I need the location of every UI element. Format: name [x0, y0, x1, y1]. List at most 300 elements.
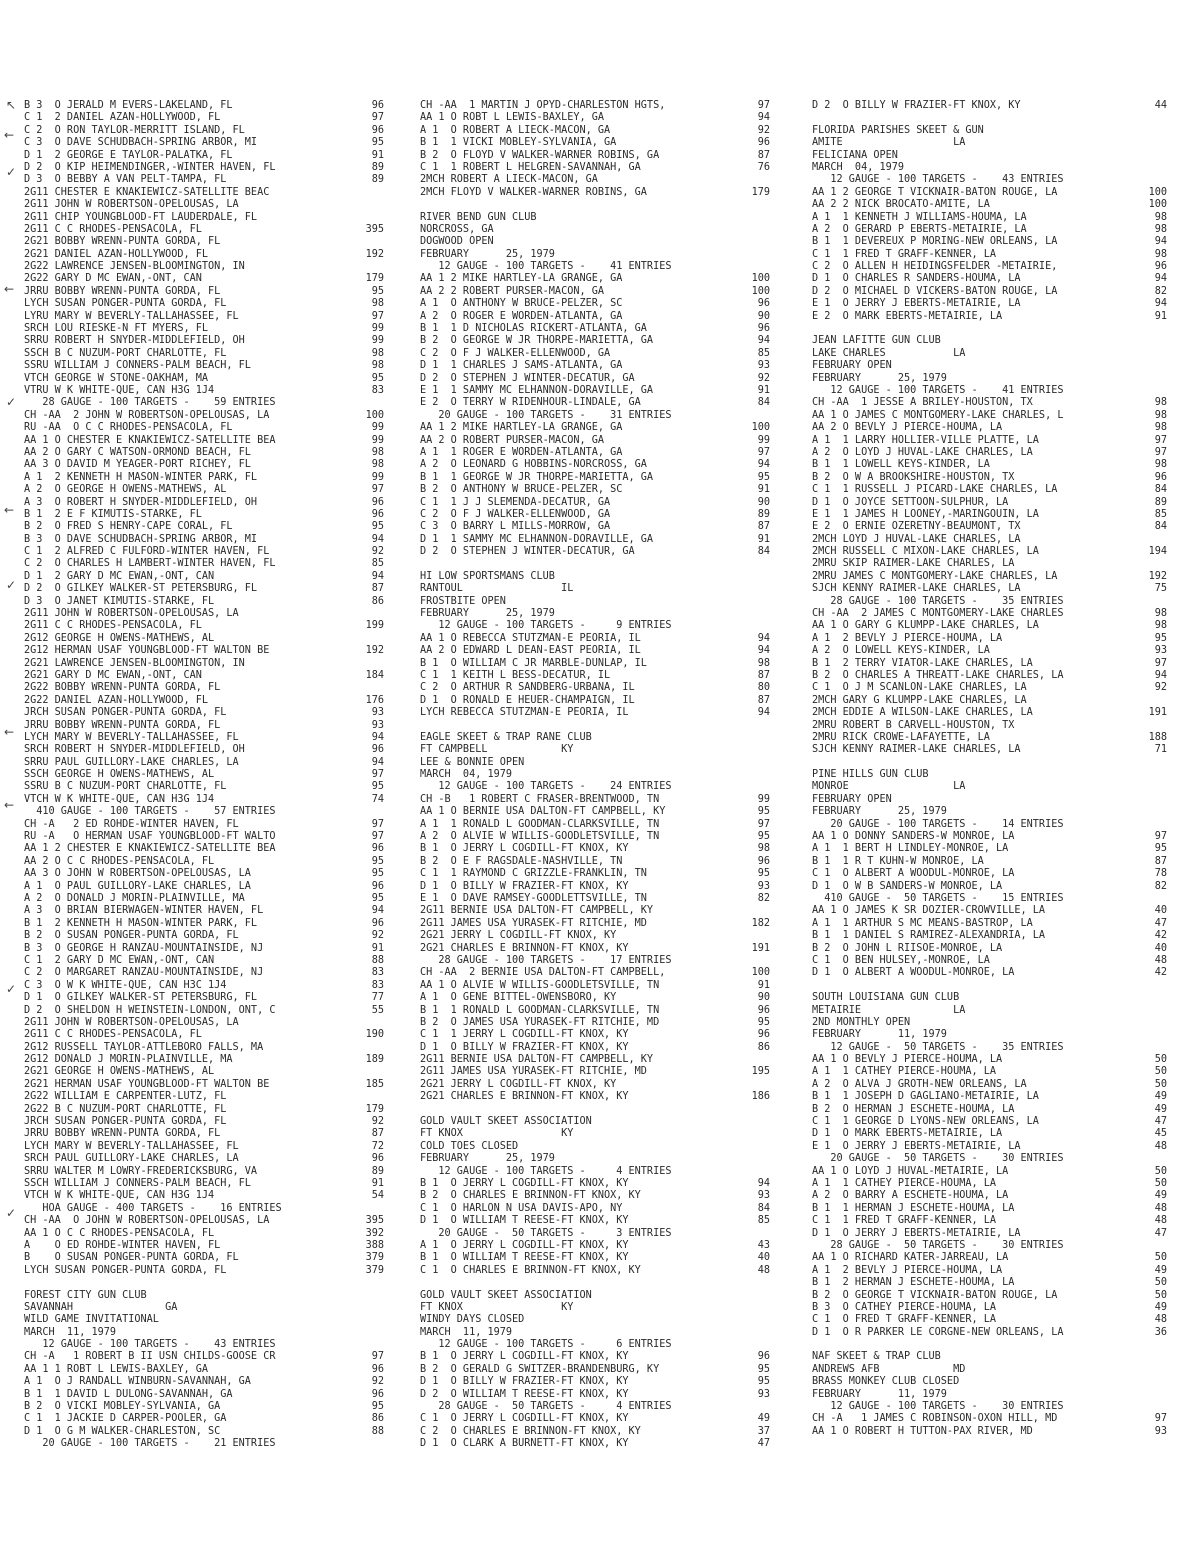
check-mark-icon: ↖ — [6, 98, 17, 112]
entry-text: SSRU B C NUZUM-PORT CHARLOTTE, FL — [24, 781, 227, 793]
entry-text: C 1 2 ALFRED C FULFORD-WINTER HAVEN, FL — [24, 546, 270, 558]
result-line — [420, 447, 770, 459]
result-line — [24, 1438, 384, 1450]
result-line — [420, 397, 770, 409]
entry-score — [1135, 695, 1167, 707]
result-line — [24, 1104, 384, 1116]
entry-text: E 2 O TERRY W RIDENHOUR-LINDALE, GA — [420, 397, 641, 409]
entry-text: 2MCH FLOYD V WALKER-WARNER ROBINS, GA — [420, 186, 647, 198]
result-line — [24, 1413, 384, 1425]
result-line — [812, 1178, 1167, 1190]
result-line — [420, 150, 770, 162]
result-line — [420, 831, 770, 843]
entry-score: 48 — [1154, 1215, 1167, 1227]
result-line — [812, 360, 1167, 372]
entry-text: 410 GAUGE - 100 TARGETS - 57 ENTRIES — [24, 806, 276, 818]
entry-text: FT CAMPBELL KY — [420, 744, 574, 756]
result-line — [420, 695, 770, 707]
entry-score — [1135, 1376, 1167, 1388]
entry-score: 95 — [371, 781, 384, 793]
entry-score: 87 — [1154, 855, 1167, 867]
entry-text: B 1 1 DAVID L DULONG-SAVANNAH, GA — [24, 1388, 233, 1400]
entry-score: 92 — [757, 372, 770, 384]
result-line — [24, 1228, 384, 1240]
result-line — [420, 1215, 770, 1227]
entry-text: C 1 2 DANIEL AZAN-HOLLYWOOD, FL — [24, 112, 221, 124]
entry-score: 92 — [371, 1116, 384, 1128]
entry-score — [738, 1314, 770, 1326]
entry-score: 97 — [1154, 657, 1167, 669]
entry-text: 2G11 C C RHODES-PENSACOLA, FL — [24, 620, 202, 632]
result-line — [24, 980, 384, 992]
entry-text: 2G11 BERNIE USA DALTON-FT CAMPBELL, KY — [420, 1054, 654, 1066]
result-line — [812, 261, 1167, 273]
result-line — [420, 1005, 770, 1017]
result-line — [420, 1153, 770, 1165]
entry-score: 95 — [757, 1016, 770, 1028]
entry-text: CH -A 1 JAMES C ROBINSON-OXON HILL, MD — [812, 1413, 1058, 1425]
result-line — [24, 571, 384, 583]
entry-text: 12 GAUGE - 100 TARGETS - 6 ENTRIES — [420, 1339, 672, 1351]
result-line — [420, 125, 770, 137]
result-line — [420, 286, 770, 298]
entry-score: 199 — [365, 620, 384, 632]
result-line — [420, 955, 770, 967]
entry-score: 91 — [757, 384, 770, 396]
entry-score: 93 — [757, 880, 770, 892]
result-line — [24, 360, 384, 372]
check-mark-icon: ✓ — [6, 982, 17, 996]
entry-score: 49 — [1154, 1091, 1167, 1103]
result-line — [812, 695, 1167, 707]
entry-score: 98 — [1154, 459, 1167, 471]
result-line — [24, 1252, 384, 1264]
entry-score — [352, 658, 384, 670]
entry-text: B 1 1 DEVEREUX P MORING-NEW ORLEANS, LA — [812, 236, 1058, 248]
entry-text: D 2 O GILKEY WALKER-ST PETERSBURG, FL — [24, 583, 258, 595]
result-line — [24, 1290, 384, 1302]
entry-score: 194 — [1148, 546, 1167, 558]
result-line — [812, 1091, 1167, 1103]
entry-score: 98 — [371, 459, 384, 471]
result-line — [812, 435, 1167, 447]
entry-score — [738, 769, 770, 781]
result-line — [812, 348, 1167, 360]
entry-text: FEBRUARY 25, 1979 — [420, 608, 555, 620]
result-line — [420, 224, 770, 236]
entry-text: C 1 1 RAYMOND C GRIZZLE-FRANKLIN, TN — [420, 868, 647, 880]
entry-text: A 1 2 BEVLY J PIERCE-HOUMA, LA — [812, 1264, 1003, 1276]
entry-score: 95 — [371, 521, 384, 533]
result-line — [812, 1314, 1167, 1326]
entry-text: 2G11 JAMES USA YURASEK-FT RITCHIE, MD — [420, 917, 647, 929]
result-line — [420, 521, 770, 533]
entry-text: A 1 O JERRY L COGDILL-FT KNOX, KY — [420, 1239, 629, 1251]
entry-score: 92 — [371, 1376, 384, 1388]
entry-score — [352, 1042, 384, 1054]
entry-text: 20 GAUGE - 100 TARGETS - 14 ENTRIES — [812, 818, 1064, 830]
entry-text: C 2 O F J WALKER-ELLENWOOD, GA — [420, 347, 611, 359]
result-line — [420, 497, 770, 509]
entry-score: 95 — [757, 1376, 770, 1388]
result-line — [420, 174, 770, 186]
result-line — [24, 1116, 384, 1128]
entry-text: LEE & BONNIE OPEN — [420, 756, 525, 768]
entry-score: 91 — [757, 533, 770, 545]
column-3 — [812, 100, 1167, 1438]
entry-score: 75 — [1154, 583, 1167, 595]
entry-score: 87 — [371, 1128, 384, 1140]
entry-score: 36 — [1154, 1326, 1167, 1338]
entry-score: 83 — [371, 967, 384, 979]
entry-score — [1135, 1042, 1167, 1054]
check-mark-icon: ← — [4, 725, 15, 739]
entry-score: 96 — [371, 917, 384, 929]
entry-score: 98 — [1154, 248, 1167, 260]
entry-score: 94 — [371, 756, 384, 768]
result-line — [24, 472, 384, 484]
check-mark-icon: ✓ — [6, 395, 17, 409]
entry-text: B 1 1 R T KUHN-W MONROE, LA — [812, 855, 984, 867]
entry-score: 94 — [757, 1177, 770, 1189]
result-line — [812, 1153, 1167, 1165]
entry-score: 91 — [757, 484, 770, 496]
result-line — [24, 558, 384, 570]
entry-score: 186 — [751, 1091, 770, 1103]
result-line — [24, 447, 384, 459]
entry-score: 83 — [371, 384, 384, 396]
result-line — [24, 1314, 384, 1326]
entry-score — [1135, 893, 1167, 905]
entry-text: D 1 O GILKEY WALKER-ST PETERSBURG, FL — [24, 992, 258, 1004]
entry-score: 96 — [757, 298, 770, 310]
result-line — [420, 484, 770, 496]
result-line — [812, 583, 1167, 595]
entry-text: E 1 1 SAMMY MC ELHANNON-DORAVILLE, GA — [420, 384, 654, 396]
result-line — [24, 930, 384, 942]
entry-score — [738, 249, 770, 261]
entry-score: 85 — [757, 347, 770, 359]
entry-score — [738, 224, 770, 236]
entry-text: VTRU W K WHITE-QUE, CAN H3G 1J4 — [24, 384, 215, 396]
result-line — [24, 1190, 384, 1202]
entry-score: 95 — [1154, 843, 1167, 855]
entry-text: 2G21 CHARLES E BRINNON-FT KNOX, KY — [420, 942, 629, 954]
entry-text: A 2 O ROGER E WORDEN-ATLANTA, GA — [420, 310, 623, 322]
entry-score: 94 — [371, 731, 384, 743]
entry-text: 2G22 DANIEL AZAN-HOLLYWOOD, FL — [24, 694, 209, 706]
result-line — [420, 472, 770, 484]
result-line — [24, 1091, 384, 1103]
result-line — [812, 187, 1167, 199]
entry-text: C 2 O RON TAYLOR-MERRITT ISLAND, FL — [24, 124, 245, 136]
entry-text: 2MCH GARY G KLUMPP-LAKE CHARLES, LA — [812, 694, 1027, 706]
result-line — [812, 1277, 1167, 1289]
check-mark-icon: ← — [4, 798, 15, 812]
entry-text: A 1 1 ROGER E WORDEN-ATLANTA, GA — [420, 446, 623, 458]
entry-text: AA 1 O BERNIE USA DALTON-FT CAMPBELL, KY — [420, 806, 666, 818]
entry-text: B O SUSAN PONGER-PUNTA GORDA, FL — [24, 1252, 239, 1264]
result-line — [24, 212, 384, 224]
result-line — [420, 757, 770, 769]
result-line — [420, 1079, 770, 1091]
entry-text: FEBRUARY 11, 1979 — [812, 1388, 947, 1400]
result-line — [24, 187, 384, 199]
entry-text: 12 GAUGE - 100 TARGETS - 41 ENTRIES — [420, 261, 672, 273]
result-line — [812, 150, 1167, 162]
entry-text: B 2 O GEORGE W JR THORPE-MARIETTA, GA — [420, 335, 654, 347]
entry-score: 48 — [1154, 1140, 1167, 1152]
entry-score: 90 — [757, 992, 770, 1004]
entry-text: CH -AA 2 JAMES C MONTGOMERY-LAKE CHARLES — [812, 608, 1064, 620]
entry-score: 92 — [371, 930, 384, 942]
entry-score: 98 — [1154, 211, 1167, 223]
result-line — [420, 1339, 770, 1351]
result-line — [24, 249, 384, 261]
entry-score — [352, 1066, 384, 1078]
entry-text: B 2 O CHARLES E BRINNON-FT KNOX, KY — [420, 1190, 641, 1202]
entry-text: 2G11 C C RHODES-PENSACOLA, FL — [24, 223, 202, 235]
blank-line — [24, 1277, 384, 1289]
result-line — [24, 633, 384, 645]
blank-line — [420, 1104, 770, 1116]
result-line — [420, 732, 770, 744]
entry-score — [738, 1290, 770, 1302]
entry-text: 2G21 GEORGE H OWENS-MATHEWS, AL — [24, 1066, 215, 1078]
result-line — [24, 348, 384, 360]
result-line — [812, 905, 1167, 917]
entry-score — [1135, 819, 1167, 831]
result-line — [420, 1190, 770, 1202]
entry-text: 2MRU RICK CROWE-LAFAYETTE, LA — [812, 731, 990, 743]
entry-score — [738, 596, 770, 608]
result-line — [24, 596, 384, 608]
entry-score: 43 — [757, 1239, 770, 1251]
entry-score: 97 — [371, 1351, 384, 1363]
entry-score: 95 — [1154, 632, 1167, 644]
entry-text: AA 1 O GARY G KLUMPP-LAKE CHARLES, LA — [812, 620, 1039, 632]
column-2 — [420, 100, 770, 1451]
result-line — [24, 943, 384, 955]
entry-score: 49 — [1154, 1264, 1167, 1276]
entry-text: AA 1 O ROBT L LEWIS-BAXLEY, GA — [420, 112, 605, 124]
result-line — [812, 1054, 1167, 1066]
entry-text: 12 GAUGE - 50 TARGETS - 35 ENTRIES — [812, 1041, 1064, 1053]
entry-text: 2MRU SKIP RAIMER-LAKE CHARLES, LA — [812, 558, 1015, 570]
entry-score: 96 — [371, 496, 384, 508]
entry-score: 100 — [365, 409, 384, 421]
entry-score: 94 — [371, 570, 384, 582]
result-line — [24, 670, 384, 682]
entry-text: AA 2 2 ROBERT PURSER-MACON, GA — [420, 285, 605, 297]
entry-text: B 3 O JERALD M EVERS-LAKELAND, FL — [24, 100, 233, 111]
result-line — [420, 187, 770, 199]
entry-score: 71 — [1154, 744, 1167, 756]
entry-text: 2G11 BERNIE USA DALTON-FT CAMPBELL, KY — [420, 905, 654, 917]
entry-text: FLORIDA PARISHES SKEET & GUN — [812, 124, 984, 136]
result-line — [420, 992, 770, 1004]
entry-score — [1135, 360, 1167, 372]
entry-score: 89 — [371, 174, 384, 186]
entry-score: 96 — [757, 323, 770, 335]
entry-score: 42 — [1154, 967, 1167, 979]
entry-text: D 2 O MICHAEL D VICKERS-BATON ROUGE, LA — [812, 285, 1058, 297]
result-line — [812, 1389, 1167, 1401]
result-line — [812, 1290, 1167, 1302]
entry-score: 97 — [1154, 1413, 1167, 1425]
result-line — [24, 1066, 384, 1078]
entry-score: 37 — [757, 1425, 770, 1437]
entry-text: 2G21 JERRY L COGDILL-FT KNOX, KY — [420, 1078, 617, 1090]
result-line — [420, 236, 770, 248]
result-line — [420, 1327, 770, 1339]
entry-text: AA 2 O ROBERT PURSER-MACON, GA — [420, 434, 605, 446]
entry-text: 2G12 RUSSELL TAYLOR-ATTLEBORO FALLS, MA — [24, 1041, 264, 1053]
result-line — [24, 162, 384, 174]
result-line — [24, 1426, 384, 1438]
result-line — [24, 1054, 384, 1066]
entry-text: B 1 2 TERRY VIATOR-LAKE CHARLES, LA — [812, 657, 1033, 669]
result-line — [812, 843, 1167, 855]
entry-text: AA 1 O ROBERT H TUTTON-PAX RIVER, MD — [812, 1425, 1033, 1437]
entry-score: 95 — [757, 471, 770, 483]
entry-score: 82 — [1154, 880, 1167, 892]
entry-score — [352, 682, 384, 694]
result-line — [420, 769, 770, 781]
entry-text: AA 1 O CHESTER E KNAKIEWICZ-SATELLITE BEA — [24, 434, 276, 446]
check-mark-icon: ← — [4, 282, 15, 296]
entry-text: VTCH W K WHITE-QUE, CAN H3G 1J4 — [24, 1190, 215, 1202]
entry-score — [352, 1017, 384, 1029]
entry-text: 2G22 GARY D MC EWAN,-ONT, CAN — [24, 273, 202, 285]
entry-score: 93 — [371, 707, 384, 719]
blank-line — [420, 199, 770, 211]
entry-text: D 1 O ALBERT A WOODUL-MONROE, LA — [812, 967, 1015, 979]
result-line — [420, 509, 770, 521]
result-line — [420, 905, 770, 917]
entry-text: E 1 1 JAMES H LOONEY,-MARINGOUIN, LA — [812, 508, 1039, 520]
result-line — [812, 1426, 1167, 1438]
result-line — [812, 1302, 1167, 1314]
entry-text: 2G21 BOBBY WRENN-PUNTA GORDA, FL — [24, 236, 221, 248]
result-line — [812, 1215, 1167, 1227]
entry-text: 2G11 JAMES USA YURASEK-FT RITCHIE, MD — [420, 1066, 647, 1078]
result-line — [812, 162, 1167, 174]
entry-text: SRCH LOU RIESKE-N FT MYERS, FL — [24, 323, 209, 335]
entry-text: FT KNOX KY — [420, 1301, 574, 1313]
entry-text: AA 1 O C C RHODES-PENSACOLA, FL — [24, 1227, 215, 1239]
entry-text: FEBRUARY 25, 1979 — [812, 372, 947, 384]
entry-text: SSRU WILLIAM J CONNERS-PALM BEACH, FL — [24, 360, 251, 372]
entry-text: E 2 O MARK EBERTS-METAIRIE, LA — [812, 310, 1003, 322]
entry-text: CH -A 2 ED ROHDE-WINTER HAVEN, FL — [24, 818, 239, 830]
result-line — [812, 1401, 1167, 1413]
result-line — [420, 1389, 770, 1401]
result-line — [420, 918, 770, 930]
entry-score — [1135, 137, 1167, 149]
entry-text: A 1 1 CATHEY PIERCE-HOUMA, LA — [812, 1066, 997, 1078]
entry-score — [738, 1401, 770, 1413]
result-line — [420, 1203, 770, 1215]
entry-score — [738, 1141, 770, 1153]
result-line — [420, 794, 770, 806]
result-line — [420, 546, 770, 558]
entry-text: A 1 1 LARRY HOLLIER-VILLE PLATTE, LA — [812, 434, 1039, 446]
entry-score: 89 — [371, 161, 384, 173]
entry-text: RANTOUL IL — [420, 583, 574, 595]
entry-score: 91 — [371, 1177, 384, 1189]
result-line — [812, 744, 1167, 756]
entry-score: 40 — [757, 1252, 770, 1264]
result-line — [24, 497, 384, 509]
entry-score: 89 — [371, 1165, 384, 1177]
result-line — [420, 806, 770, 818]
result-line — [812, 397, 1167, 409]
result-line — [24, 273, 384, 285]
entry-score — [1135, 1401, 1167, 1413]
result-line — [812, 720, 1167, 732]
entry-score: 89 — [757, 508, 770, 520]
entry-text: COLD TOES CLOSED — [420, 1140, 519, 1152]
entry-text: 20 GAUGE - 50 TARGETS - 30 ENTRIES — [812, 1153, 1064, 1165]
result-line — [812, 943, 1167, 955]
result-line — [24, 1017, 384, 1029]
result-line — [24, 905, 384, 917]
result-line — [24, 112, 384, 124]
result-line — [812, 1351, 1167, 1363]
entry-text: B 1 2 HERMAN J ESCHETE-HOUMA, LA — [812, 1277, 1015, 1289]
entry-score — [738, 212, 770, 224]
entry-text: CH -AA 2 JOHN W ROBERTSON-OPELOUSAS, LA — [24, 409, 270, 421]
result-line — [812, 831, 1167, 843]
entry-score: 179 — [365, 273, 384, 285]
result-line — [24, 335, 384, 347]
blank-line — [420, 720, 770, 732]
result-line — [24, 224, 384, 236]
entry-score: 99 — [757, 434, 770, 446]
result-line — [812, 298, 1167, 310]
entry-text: B 1 O JERRY L COGDILL-FT KNOX, KY — [420, 843, 629, 855]
entry-text: ANDREWS AFB MD — [812, 1363, 966, 1375]
entry-score: 96 — [371, 880, 384, 892]
entry-score: 85 — [1154, 508, 1167, 520]
entry-text: 12 GAUGE - 100 TARGETS - 24 ENTRIES — [420, 781, 672, 793]
entry-score: 98 — [1154, 422, 1167, 434]
entry-score: 88 — [371, 954, 384, 966]
entry-text: B 3 O CATHEY PIERCE-HOUMA, LA — [812, 1301, 997, 1313]
entry-score: 47 — [757, 1438, 770, 1450]
entry-text: SRRU ROBERT H SNYDER-MIDDLEFIELD, OH — [24, 335, 245, 347]
entry-score: 95 — [371, 1401, 384, 1413]
entry-text: FELICIANA OPEN — [812, 149, 898, 161]
entry-score: 95 — [371, 285, 384, 297]
entry-score: 96 — [757, 137, 770, 149]
result-line — [420, 620, 770, 632]
entry-score: 95 — [371, 137, 384, 149]
entry-text: D 3 O BEBBY A VAN PELT-TAMPA, FL — [24, 174, 227, 186]
entry-text: 28 GAUGE - 100 TARGETS - 59 ENTRIES — [24, 397, 276, 409]
entry-text: B 1 1 JOSEPH D GAGLIANO-METAIRIE, LA — [812, 1091, 1039, 1103]
result-line — [812, 1166, 1167, 1178]
entry-score: 97 — [757, 446, 770, 458]
entry-score — [352, 187, 384, 199]
result-line — [24, 806, 384, 818]
entry-text: A O ED ROHDE-WINTER HAVEN, FL — [24, 1239, 221, 1251]
entry-score — [352, 397, 384, 409]
result-line — [24, 967, 384, 979]
result-line — [420, 1141, 770, 1153]
result-line — [420, 930, 770, 942]
